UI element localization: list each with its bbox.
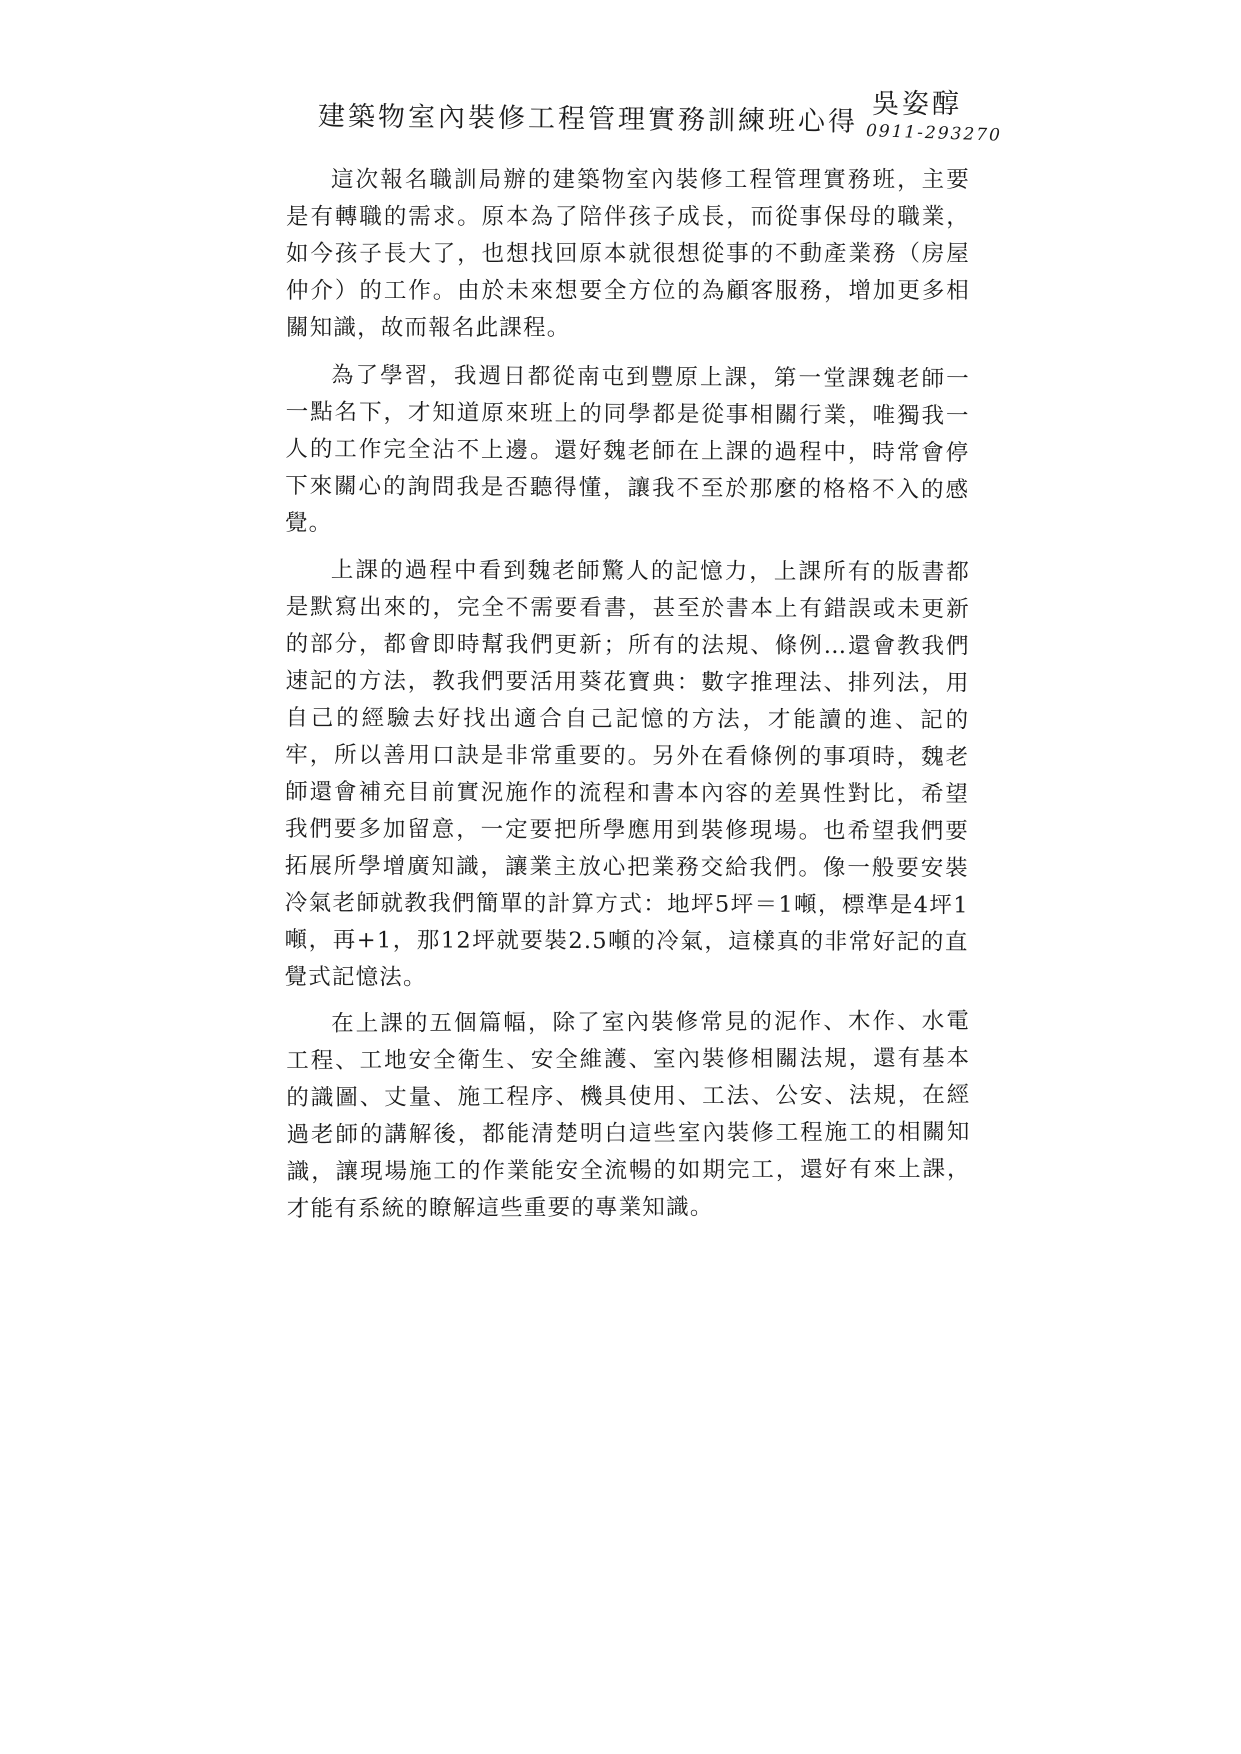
essay-paragraph-4: 在上課的五個篇幅，除了室內裝修常見的泥作、木作、水電工程、工地安全衛生、安全維護、室內裝修相關法規，還有基本的識圖、丈量、施工程序、機具使用、工法、公安、法規，在經過老師的講解後，都能清楚明白這些室內裝修工程施工的相關知識，讓現場施工的作業能安全流暢的如期完工，還好有來上課，才能有系統的瞭解這些重要的專業知識。 — [286, 1008, 971, 1222]
essay-paragraph-2: 為了學習，我週日都從南屯到豐原上課，第一堂課魏老師一一點名下，才知道原來班上的同學都是從事相關行業，唯獨我一人的工作完全沾不上邊。還好魏老師在上課的過程中，時常會停下來關心的詢問我是否聽得懂，讓我不至於那麼的格格不入的感覺。 — [284, 362, 970, 537]
essay-paragraph-1: 這次報名職訓局辦的建築物室內裝修工程管理實務班，主要是有轉職的需求。原本為了陪伴孩子成長，而從事保母的職業，如今孩子長大了，也想找回原本就很想從事的不動產業務（房屋仲介）的工作。由於未來想要全方位的為顧客服務，增加更多相關知識，故而報名此課程。 — [286, 167, 970, 341]
essay-body — [286, 162, 970, 1238]
essay-title: 建築物室內裝修工程管理實務訓練班心得 — [317, 101, 859, 138]
author-name: 吳姿醇 — [872, 89, 962, 120]
author-phone: 0911-293270 — [865, 121, 1003, 146]
essay-paragraph-3: 上課的過程中看到魏老師驚人的記憶力，上課所有的版書都是默寫出來的，完全不需要看書，甚至於書本上有錯誤或未更新的部分，都會即時幫我們更新；所有的法規、條例…還會教我們速記的方法，教我們要活用葵花寶典：數字推理法、排列法，用自己的經驗去好找出適合自己記憶的方法，才能讀的進、記的牢，所以善用口訣是非常重要的。另外在看條例的事項時，魏老師還會補充目前實況施作的流程和書本內容的差異性對比，希望我們要多加留意，一定要把所學應用到裝修現場。也希望我們要拓展所學增廣知識，讓業主放心把業務交給我們。像一般要安裝冷氣老師就教我們簡單的計算方式：地坪5坪＝1噸，標準是4坪1噸，再+1，那12坪就要裝2.5噸的冷氣，這樣真的非常好記的直覺式記憶法。 — [284, 557, 970, 991]
